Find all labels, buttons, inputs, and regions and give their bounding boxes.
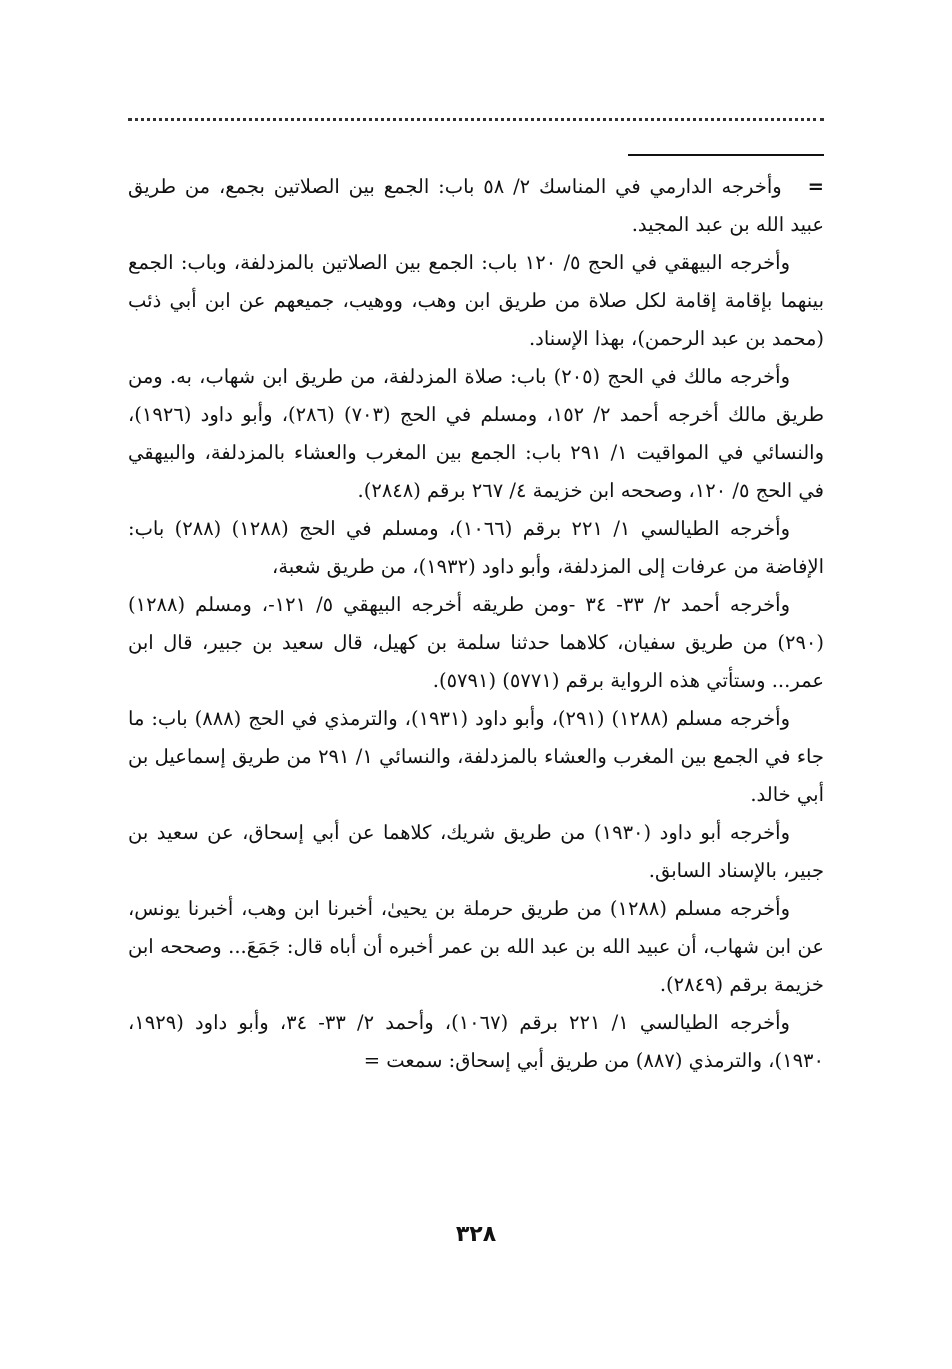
paragraph-7: وأخرجه أبو داود (١٩٣٠) من طريق شريك، كلاهما عن أبي إسحاق، عن سعيد بن جبير، بالإسناد السابق. <box>128 821 824 882</box>
paragraph-1-text: وأخرجه الدارمي في المناسك ٢/ ٥٨ باب: الجمع بين الصلاتين بجمع، من طريق عبيد الله بن عبد المجيد. <box>128 175 824 236</box>
footnote-separator <box>628 154 824 156</box>
paragraph-6: وأخرجه مسلم (١٢٨٨) (٢٩١)، وأبو داود (١٩٣١)، والترمذي في الحج (٨٨٨) باب: ما جاء في الجمع بين المغرب والعشاء بالمزدلفة، والنسائي ١/ ٢٩١ من طريق إسماعيل بن أبي خالد. <box>128 707 824 806</box>
paragraph-3: وأخرجه مالك في الحج (٢٠٥) باب: صلاة المزدلفة، من طريق ابن شهاب، به. ومن طريق مالك أخرجه أحمد ٢/ ١٥٢، ومسلم في الحج (٧٠٣) (٢٨٦)، وأبو داود (١٩٢٦)، والنسائي في المواقيت ١/ ٢٩١ باب: الجمع بين المغرب والعشاء بالمزدلفة، والبيهقي في الحج ٥/ ١٢٠، وصححه ابن خزيمة ٤/ ٢٦٧ برقم (٢٨٤٨). <box>128 365 825 502</box>
footnote-text <box>128 168 824 1080</box>
paragraph-5: وأخرجه أحمد ٢/ ٣٣- ٣٤ -ومن طريقه أخرجه البيهقي ٥/ ١٢١-، ومسلم (١٢٨٨) (٢٩٠) من طريق سفيان، كلاهما حدثنا سلمة بن كهيل، قال سعيد بن جبير، قال ابن عمر... وستأتي هذه الرواية برقم (٥٧٧١) (٥٧٩١). <box>128 593 824 692</box>
continuation-mark: = <box>807 175 824 198</box>
paragraph-4: وأخرجه الطيالسي ١/ ٢٢١ برقم (١٠٦٦)، ومسلم في الحج (١٢٨٨) (٢٨٨) باب: الإفاضة من عرفات إلى المزدلفة، وأبو داود (١٩٣٢)، من طريق شعبة، <box>128 517 824 578</box>
page-number: ٣٢٨ <box>455 1222 497 1247</box>
page-dotted-separator <box>128 118 824 121</box>
paragraph-1 <box>128 168 824 244</box>
paragraph-8: وأخرجه مسلم (١٢٨٨) من طريق حرملة بن يحيىٰ، أخبرنا ابن وهب، أخبرنا يونس، عن ابن شهاب، أن عبيد الله بن عبد الله بن عمر أخبره أن أباه قال: جَمَعَ... وصححه ابن خزيمة برقم (٢٨٤٩). <box>128 897 824 996</box>
paragraph-9: وأخرجه الطيالسي ١/ ٢٢١ برقم (١٠٦٧)، وأحمد ٢/ ٣٣- ٣٤، وأبو داود (١٩٢٩، ١٩٣٠)، والترمذي (٨٨٧) من طريق أبي إسحاق: سمعت = <box>128 1011 824 1072</box>
paragraph-2: وأخرجه البيهقي في الحج ٥/ ١٢٠ باب: الجمع بين الصلاتين بالمزدلفة، وباب: الجمع بينهما بإقامة إقامة لكل صلاة من طريق ابن وهب، ووهيب، جميعهم عن ابن أبي ذئب (محمد بن عبد الرحمن)، بهذا الإسناد. <box>128 251 824 350</box>
